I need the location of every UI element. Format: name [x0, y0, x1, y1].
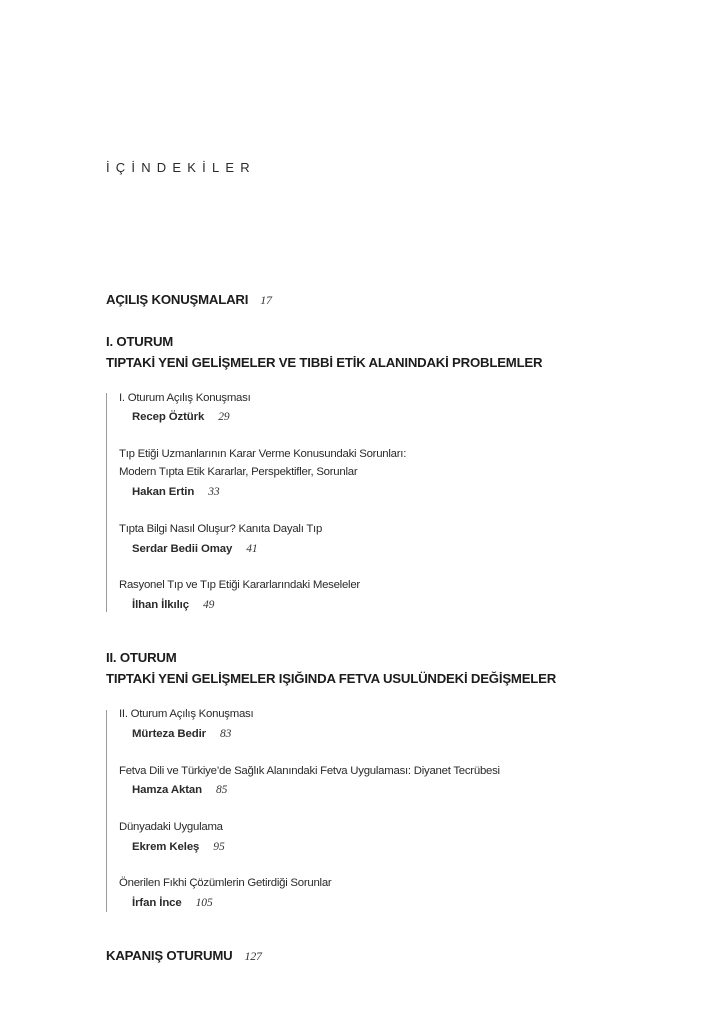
session1-item4-page: 49	[202, 599, 215, 611]
session2-label: II. OTURUM	[106, 650, 177, 665]
session2-item1-page: 83	[220, 728, 232, 740]
session1-item3-author: Serdar Bedii Omay	[132, 543, 233, 555]
session2-item3-page: 95	[213, 841, 225, 853]
session1-item1-author-line	[132, 411, 230, 423]
session1-item4-author: İlhan İlkılıç	[132, 599, 189, 611]
session1-item4-title: Rasyonel Tıp ve Tıp Etiği Kararlarındaki Meseleler	[119, 579, 360, 591]
session1-item3-page: 41	[246, 543, 258, 555]
session1-item2-author-line	[132, 486, 220, 498]
session2-item4-title: Önerilen Fıkhi Çözümlerin Getirdiği Sorunlar	[119, 877, 332, 889]
session1-item2-page: 33	[208, 486, 220, 498]
session1-item2-title: Tıp Etiği Uzmanlarının Karar Verme Konusundaki Sorunları:	[119, 448, 407, 460]
session1-item2-title2: Modern Tıpta Etik Kararlar, Perspektifler, Sorunlar	[119, 466, 358, 478]
session2-item2-title: Fetva Dili ve Türkiye’de Sağlık Alanındaki Fetva Uygulaması: Diyanet Tecrübesi	[119, 765, 500, 777]
opening-page: 17	[260, 293, 272, 307]
session2-item3-author: Ekrem Keleş	[132, 841, 200, 853]
session2-item1-title: II. Oturum Açılış Konuşması	[119, 708, 254, 720]
session1-item2-author: Hakan Ertin	[132, 486, 195, 498]
session2-item4-author-line	[132, 897, 213, 909]
opening-entry	[106, 292, 272, 308]
session2-item2-page: 85	[216, 784, 228, 796]
session1-title: TIPTAKİ YENİ GELİŞMELER VE TIBBİ ETİK ALANINDAKİ PROBLEMLER	[106, 355, 543, 370]
opening-title: AÇILIŞ KONUŞMALARI	[106, 292, 249, 307]
closing-entry	[106, 948, 262, 964]
session2-item2-author-line	[132, 784, 227, 796]
toc-title: İÇİNDEKİLER	[106, 160, 256, 175]
session1-item3-author-line	[132, 543, 258, 555]
session2-item4-page: 105	[195, 897, 213, 909]
session2-item4-author: İrfan İnce	[132, 897, 182, 909]
session2-title: TIPTAKİ YENİ GELİŞMELER IŞIĞINDA FETVA USULÜNDEKİ DEĞİŞMELER	[106, 671, 557, 686]
session2-item1-author: Mürteza Bedir	[132, 728, 207, 740]
session2-item1-author-line	[132, 728, 231, 740]
session1-item1-title: I. Oturum Açılış Konuşması	[119, 392, 251, 404]
session1-item1-author: Recep Öztürk	[132, 411, 205, 423]
closing-title: KAPANIŞ OTURUMU	[106, 948, 233, 963]
session1-item3-title: Tıpta Bilgi Nasıl Oluşur? Kanıta Dayalı Tıp	[119, 523, 323, 535]
session1-label: I. OTURUM	[106, 334, 174, 349]
session2-item2-author: Hamza Aktan	[132, 784, 203, 796]
session1-item4-author-line	[132, 599, 214, 611]
session1-divider	[106, 393, 107, 612]
session1-item1-page: 29	[218, 411, 230, 423]
session2-item3-author-line	[132, 841, 225, 853]
session2-divider	[106, 710, 107, 912]
session2-item3-title: Dünyadaki Uygulama	[119, 821, 223, 833]
closing-page: 127	[244, 949, 262, 963]
